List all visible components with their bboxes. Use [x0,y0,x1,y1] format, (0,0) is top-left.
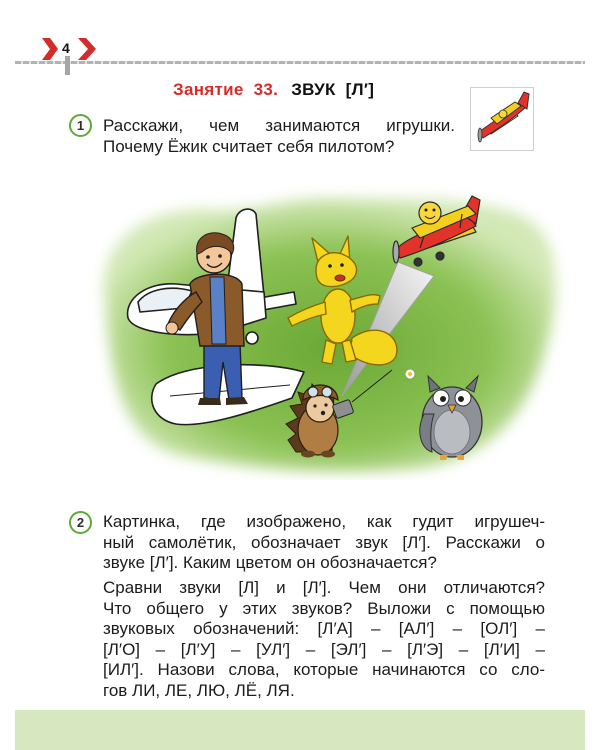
toy-plane-propeller [393,241,399,263]
task-2-paragraph-2 [103,578,545,702]
fox-body [321,289,355,343]
goggles-icon [308,387,318,397]
boy-eye [218,254,222,258]
owl-belly [434,410,470,454]
daisy [405,369,415,379]
kolobok-eye [425,209,428,212]
text-line: [ИЛ′]. Назови слова, которые начинаются со сло- [103,660,545,680]
task-2-paragraph-1 [103,512,545,574]
toy-plane-wheel [436,252,444,260]
kolobok-eye [433,209,436,212]
toy-airplane-propeller [478,128,482,142]
page-title [173,80,374,100]
hedgehog-face [306,394,334,422]
fox-tail [350,330,397,365]
fox-eye [328,264,332,268]
hedgehog-foot [321,451,335,458]
lesson-number: Занятие 33. [173,80,279,99]
airplane-wheel [246,332,258,344]
text-line: Почему Ёжик считает себя пилотом? [103,137,395,156]
text-line: ный самолётик, обозначает звук [Л′]. Расскажи о [103,532,545,552]
boy-hand [166,322,178,334]
footer-band [15,710,585,750]
text-line: [Л′О] – [Л′У] – [УЛ′] – [ЭЛ′] – [Л′Э] – [Л′И] – [103,639,545,659]
task-number-badge-1: 1 [69,114,92,137]
hedgehog-nose [321,411,325,415]
boy-eye [206,255,210,259]
text-line: Сравни звуки [Л] и [Л′]. Чем они отличаются? [103,578,545,597]
illustration [80,180,570,480]
kolobok [419,202,441,224]
lesson-topic: ЗВУК [Л′] [291,80,375,99]
page-number-marker [40,36,100,62]
right-chevron-icon [78,38,96,60]
left-chevron-icon [42,38,58,60]
owl-pupil [458,396,464,402]
text-line: Картинка, где изображено, как гудит игрушеч- [103,512,545,531]
hedgehog-eye [313,404,316,407]
toy-airplane-picture-frame [470,87,534,151]
toy-airplane-pilot [499,110,507,118]
hedgehog-eye [324,403,327,406]
text-line: звуке [Л′]. Каким цветом он обозначается? [103,553,437,573]
toy-plane-wheel [414,258,422,266]
fox-eye [340,263,344,267]
task-1-text [103,115,455,157]
page-number: 4 [62,40,70,56]
text-line: Расскажи, чем занимаются игрушки. [103,116,455,135]
task-number-badge-2: 2 [69,511,92,534]
owl [420,376,482,460]
text-line: Что общего у этих звуков? Выложи с помощью [103,598,545,618]
toy-airplane-icon [471,88,533,150]
text-line: гов ЛИ, ЛЕ, ЛЮ, ЛЁ, ЛЯ. [103,680,295,700]
header-rule [15,61,585,64]
text-line: звуковых обозначений: [Л′А] – [АЛ′] – [ОЛ′] – [103,619,545,639]
owl-pupil [440,396,446,402]
boy-shirt [210,277,226,344]
hedgehog-foot [301,451,315,458]
goggles-icon [322,387,332,397]
fox-mouth [335,275,345,281]
